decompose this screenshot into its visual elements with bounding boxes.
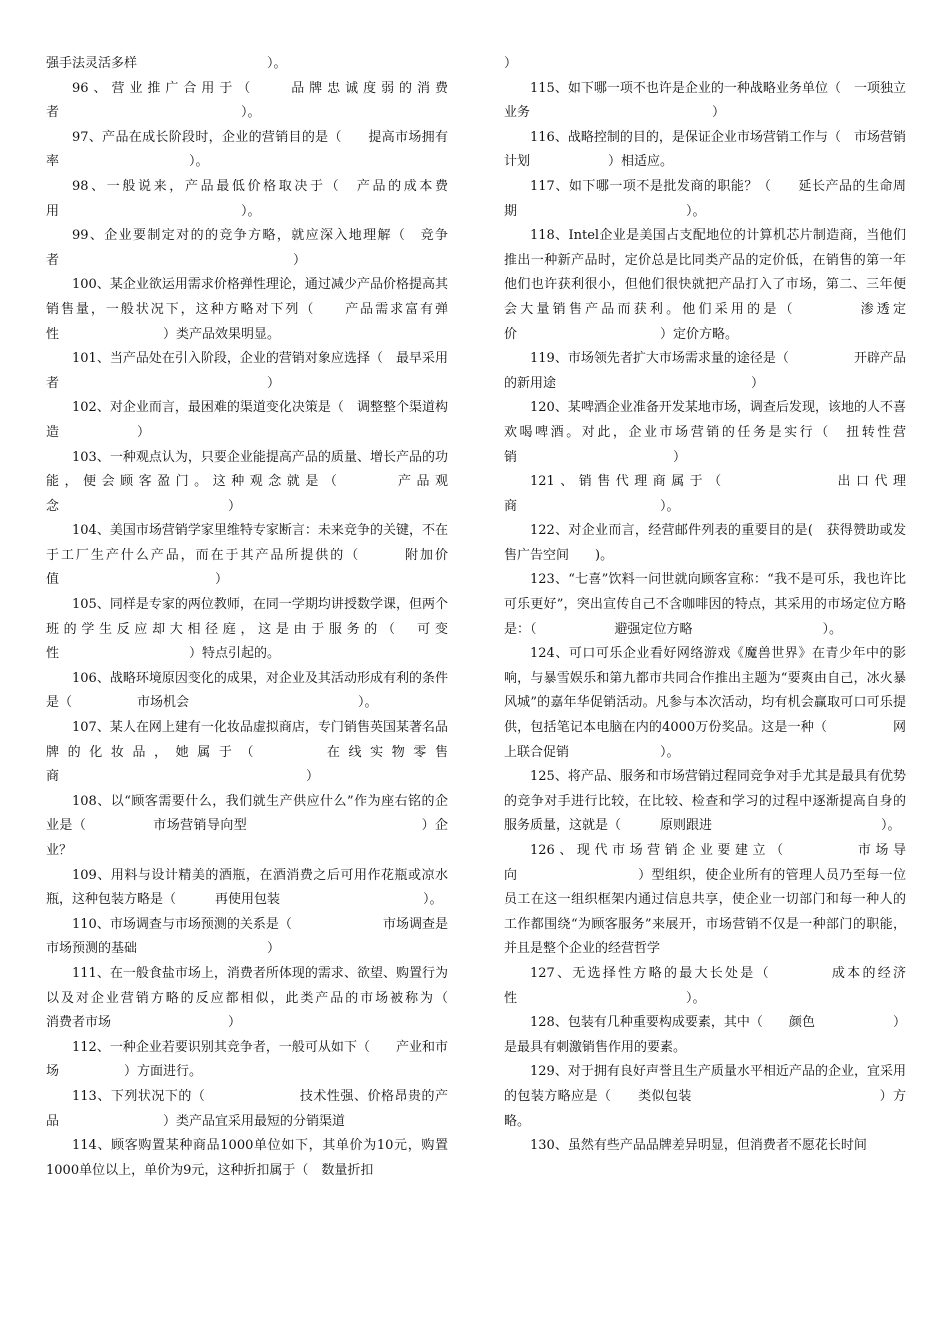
question-item: 101、当产品处在引入阶段，企业的营销对象应选择（ 最早采用者 ） (46, 351, 448, 391)
question-item: 100、某企业欲运用需求价格弹性理论，通过减少产品价格提高其销售量，一般状况下，这种方略对下列（ 产品需求富有弹性 ）类产品效果明显。 (46, 277, 448, 342)
question-item: 108、以“顾客需要什么，我们就生产供应什么”作为座右铭的企业是（ 市场营销导向型 ）企业？ (46, 793, 448, 858)
right-column (504, 52, 906, 1159)
question-item: 127、无选择性方略的最大长处是（ 成本的经济性 ）。 (504, 965, 906, 1006)
question-item: 117、如下哪一项不是批发商的职能？（ 延长产品的生命周期 ）。 (504, 178, 906, 219)
question-item: 121、销售代理商属于（ 出口代理商 ）。 (504, 474, 906, 514)
question-item: 102、对企业而言，最困难的渠道变化决策是（ 调整整个渠道构造 ） (46, 400, 448, 440)
question-item: 113、下列状况下的（ 技术性强、价格昂贵的产品 ）类产品宜采用最短的分销渠道 (46, 1088, 448, 1129)
question-item: 110、市场调查与市场预测的关系是（ 市场调查是市场预测的基础 ） (46, 916, 448, 957)
question-item: 104、美国市场营销学家里维特专家断言：未来竞争的关键，不在于工厂生产什么产品，而在于其产品所提供的（ 附加价值 ） (46, 523, 448, 588)
question-item: 112、一种企业若要识别其竞争者，一般可从如下（ 产业和市场 ）方面进行。 (46, 1039, 448, 1080)
question-item: 111、在一般食盐市场上，消费者所体现的需求、欲望、购置行为以及对企业营销方略的反应都相似，此类产品的市场被称为（ 消费者市场 ） (46, 965, 527, 1031)
left-column (46, 52, 527, 1183)
question-item: 125、将产品、服务和市场营销过程同竞争对手尤其是最具有优势的竞争对手进行比较，在比较、检查和学习的过程中逐渐提高自身的服务质量，这就是（ 原则跟进 ）。 (504, 769, 906, 834)
question-item: 107、某人在网上建有一化妆品虚拟商店，专门销售英国某著名品牌的化妆品，她属于（ 在线实物零售商 ） (46, 720, 448, 785)
question-item: 118、Intel企业是美国占支配地位的计算机芯片制造商，当他们推出一种新产品时，定价总是比同类产品的定价低，在销售的第一年他们也许获利很小，但他们很快就把产品打入了市场，第二、三年便会大量销售产品而获利。他们采用的是（ 渗透定价 ）定价方略。 (504, 228, 906, 342)
question-item: 114、顾客购置某种商品1000单位如下，其单价为10元，购置1000单位以上，单价为9元，这种折扣属于（ 数量折扣 (46, 1138, 448, 1178)
question-item: 126、现代市场营销企业要建立（ 市场导向 ）型组织，使企业所有的管理人员乃至每一位员工在这一组织框架内通过信息共享，使企业一切部门和每一种人的工作都围绕“为顾客服务”来展开，市场营销不仅是一种部门的职能，并且是整个企业的经营哲学 (504, 843, 906, 957)
question-item: 129、对于拥有良好声誉且生产质量水平相近产品的企业，宜采用的包装方略应是（ 类似包装 ）方略。 (504, 1064, 906, 1129)
question-item: 128、包装有几种重要构成要素，其中（ 颜色 ）是最具有刺激销售作用的要素。 (504, 1015, 906, 1055)
question-item: ） (504, 56, 518, 71)
question-item: 强手法灵活多样 ）。 (46, 56, 287, 71)
question-item: 124、可口可乐企业看好网络游戏《魔兽世界》在青少年中的影响，与暴雪娱乐和第九都市共同合作推出主题为“要爽由自己，冰火暴风城”的嘉年华促销活动。凡参与本次活动，均有机会赢取可口可乐提供，包括笔记本电脑在内的4000万份奖品。这是一种（ 网上联合促销 ）。 (504, 646, 906, 760)
question-item: 106、战略环境原因变化的成果，对企业及其活动形成有利的条件是（ 市场机会 ）。 (46, 670, 448, 711)
question-item: 116、战略控制的目的，是保证企业市场营销工作与（ 市场营销计划 ）相适应。 (504, 129, 906, 170)
question-item: 130、虽然有些产品品牌差异明显，但消费者不愿花长时间 (530, 1138, 867, 1154)
question-item: 120、某啤酒企业准备开发某地市场，调查后发现，该地的人不喜欢喝啤酒。对此，企业市场营销的任务是实行（ 扭转性营销 ） (504, 400, 906, 465)
question-item: 123、“七喜”饮料一问世就向顾客宣称：“我不是可乐，我也许比可乐更好”，突出宣传自己不含咖啡因的特点，其采用的市场定位方略是：（ 避强定位方略 ）。 (504, 572, 906, 637)
question-item: 99、企业要制定对的的竞争方略，就应深入地理解（ 竞争者 ） (46, 228, 448, 268)
question-item: 115、如下哪一项不也许是企业的一种战略业务单位（ 一项独立业务 ） (504, 80, 906, 121)
question-item: 119、市场领先者扩大市场需求量的途径是（ 开辟产品的新用途 ） (504, 351, 906, 391)
question-item: 103、一种观点认为，只要企业能提高产品的质量、增长产品的功能，便会顾客盈门。这种观念就是（ 产品观念 ） (46, 449, 448, 514)
question-item: 98、一般说来，产品最低价格取决于（ 产品的成本费用 ）。 (46, 178, 448, 219)
question-item: 97、产品在成长阶段时，企业的营销目的是（ 提高市场拥有率 ）。 (46, 129, 448, 170)
question-item: 105、同样是专家的两位教师，在同一学期均讲授数学课，但两个班的学生反应却大相径庭，这是由于服务的（ 可变性 ）特点引起的。 (46, 597, 448, 662)
question-item: 96、营业推广合用于（ 品牌忠诚度弱的消费者 ）。 (46, 80, 448, 121)
question-item: 122、对企业而言，经营邮件列表的重要目的是( 获得赞助或发售广告空间 )。 (504, 523, 906, 563)
question-item: 109、用料与设计精美的酒瓶，在酒消费之后可用作花瓶或凉水瓶，这种包装方略是（ 再使用包装 ）。 (46, 867, 448, 908)
